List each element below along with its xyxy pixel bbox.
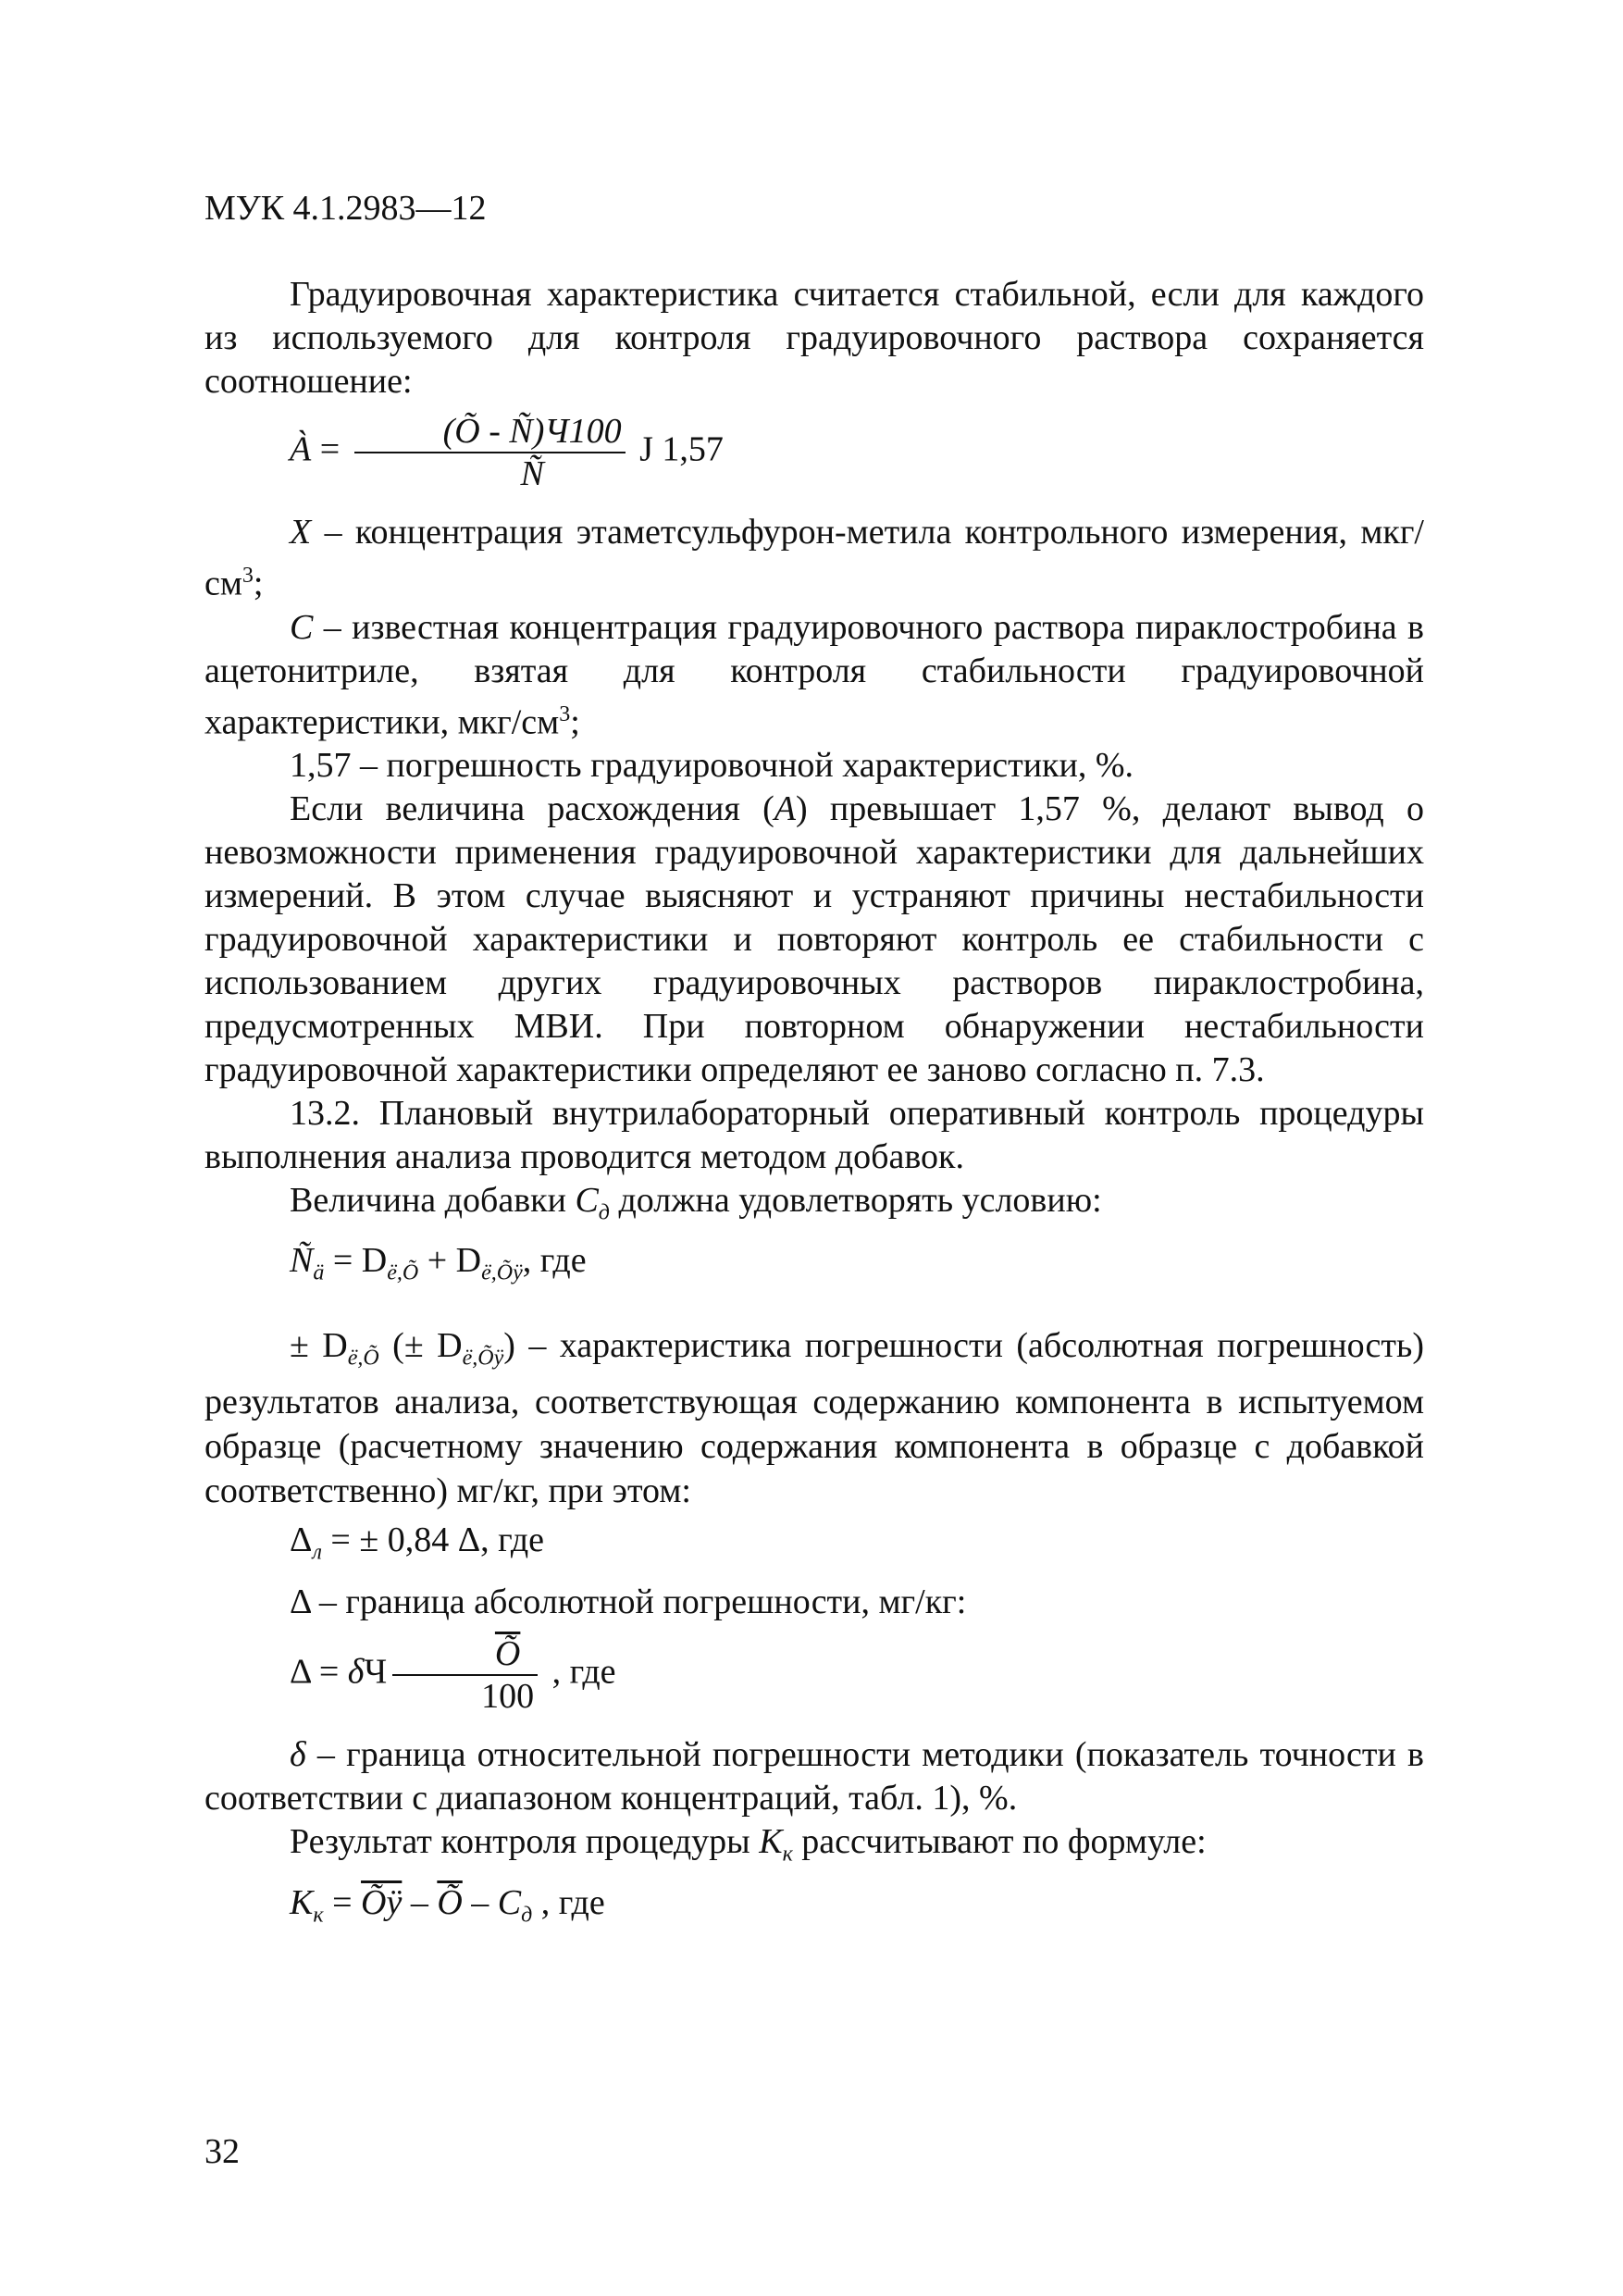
formula-delta-l: $\Delta_л$ = ± 0,84 Δ, где	[290, 1520, 545, 1565]
formula-additive: $Ñ_ä = D_{ë,Õ} + D_{ë,Õÿ}$, где	[290, 1240, 587, 1285]
paragraph-stability-condition: Градуировочная характеристика считается стабильной, если для каждого из используемого для контроля градуировочного раствора сохраняется соотношение:	[204, 275, 1424, 401]
paragraph-157-definition: 1,57 – погрешность градуировочной характеристики, %.	[290, 746, 1134, 786]
paragraph-error-characteristic: ± $D_{ë,Õ}$ (± $D_{ë,Õÿ}$) – характеристика погрешности (абсолютная погрешность) результатов анализа, соответствующая содержанию компонента в испытуемом образце (расчетному значению содержания компонента в образце с добавкой соответственно) мг/кг, при этом:	[204, 1325, 1424, 1511]
document-body	[204, 273, 1424, 1938]
document-code-header: МУК 4.1.2983—12	[204, 189, 487, 228]
formula-rhs: J 1,57	[630, 429, 724, 469]
formula-control-result: $K_к = \overline{Õÿ} - \overline{Õ} - C_д$ , где	[290, 1883, 605, 1928]
formula-denominator: Ñ	[354, 452, 626, 494]
formula-fraction	[354, 411, 626, 494]
paragraph-c-definition: C – известная концентрация градуировочного раствора пираклостробина в ацетонитриле, взятая для контроля стабильности градуировочной характеристики, мкг/$см^3$;	[204, 607, 1424, 742]
paragraph-control-result: Результат контроля процедуры $K_к$ рассчитывают по формуле:	[290, 1821, 1207, 1867]
formula-delta: Δ = δЧ $\frac{\overline{Õ}}{100}$ , где	[290, 1633, 616, 1716]
formula-delta-fraction: $\frac{\overline{Õ}}{100}$	[392, 1633, 538, 1717]
page-number: 32	[204, 2132, 240, 2171]
paragraph-relative-error: δ – граница относительной погрешности методики (показатель точности в соответствии с диапазоном концентраций, табл. 1), %.	[204, 1734, 1424, 1818]
paragraph-delta-definition: Δ – граница абсолютной погрешности, мг/кг:	[290, 1582, 967, 1621]
formula-discrepancy	[204, 411, 1424, 494]
paragraph-additive-value: Величина добавки $C_д$ должна удовлетворять условию:	[290, 1181, 1102, 1225]
var-x: X	[290, 513, 312, 552]
paragraph-x-definition: X – концентрация этаметсульфурон-метила контрольного измерения, мкг/$см^3$;	[204, 513, 1424, 603]
paragraph-if-exceeds: Если величина расхождения (A) превышает 1,57 %, делают вывод о невозможности применения градуировочной характеристики для дальнейших измерений. В этом случае выясняют и устраняют причины нестабильности градуировочной характеристики и повторяют контроль ее стабильности с использованием других градуировочных растворов пираклостробина, предусмотренных МВИ. При повторном обнаружении нестабильности градуировочной характеристики определяют ее заново согласно п. 7.3.	[204, 789, 1424, 1090]
formula-lhs: À	[290, 429, 312, 469]
paragraph-13-2: 13.2. Плановый внутрилабораторный оперативный контроль процедуры выполнения анализа проводится методом добавок.	[204, 1094, 1424, 1177]
var-c: C	[290, 607, 314, 647]
formula-numerator: (Õ - Ñ)Ч100	[442, 412, 622, 451]
formula-eq: =	[311, 429, 349, 469]
